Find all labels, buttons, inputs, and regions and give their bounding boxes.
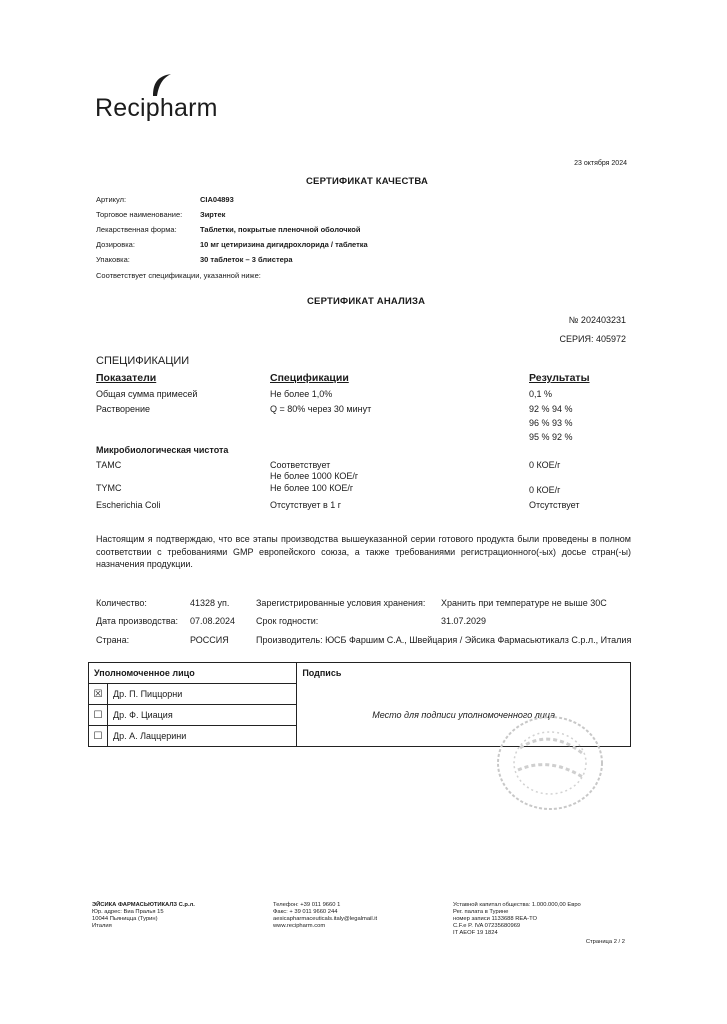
footer-country: Италия xyxy=(92,923,112,929)
checkbox-icon[interactable]: ☐ xyxy=(89,705,108,726)
field-label-package: Упаковка: xyxy=(96,255,130,264)
footer-company xyxy=(92,902,195,930)
field-value-article: CIA04893 xyxy=(200,195,234,204)
footer-aeo: IT AEOF 19 1824 xyxy=(453,930,498,936)
production-date-label: Дата производства: xyxy=(96,616,179,626)
conformity-note: Соответствует спецификации, указанной ниже: xyxy=(96,271,261,280)
storage-value: Хранить при температуре не выше 30С xyxy=(441,598,607,608)
country-label: Страна: xyxy=(96,635,130,645)
col-header-indicators: Показатели xyxy=(96,372,157,384)
field-value-package: 30 таблеток – 3 блистера xyxy=(200,255,293,264)
footer-contacts xyxy=(273,902,377,930)
micro-name-ecoli: Escherichia Coli xyxy=(96,500,161,510)
footer-rea: номер записи 1133688 REA-TO xyxy=(453,916,538,922)
result-dissolution-3: 95 % 92 % xyxy=(529,432,573,442)
storage-label: Зарегистрированные условия хранения: xyxy=(256,598,426,608)
footer-capital: Уставной капитал общества: 1.000.000,00 Евро xyxy=(453,902,581,908)
analysis-cert-title: СЕРТИФИКАТ АНАЛИЗА xyxy=(307,296,426,307)
header-authorized-person: Уполномоченное лицо xyxy=(89,663,297,684)
signature-placeholder: Место для подписи уполномоченного лица xyxy=(372,709,556,720)
spec-name-impurities: Общая сумма примесей xyxy=(96,389,198,399)
quantity-value: 41328 уп. xyxy=(190,598,230,608)
result-dissolution-1: 92 % 94 % xyxy=(529,404,573,414)
gmp-statement: Настоящим я подтверждаю, что все этапы производства вышеуказанной серии готового продукта были проведены в полном соответствии с требованиями GMP европейского союза, а также требованиями регистрационного(-ых) досье стран(-ы) назначения продукции. xyxy=(96,534,631,569)
checkbox-checked-icon[interactable]: ☒ xyxy=(89,684,108,705)
field-label-form: Лекарственная форма: xyxy=(96,225,177,234)
checkbox-icon[interactable]: ☐ xyxy=(89,726,108,747)
person-name-2: Др. Ф. Циация xyxy=(108,705,297,726)
header-signature: Подпись xyxy=(297,663,631,684)
footer-address: Юр. адрес: Виа Пралья 15 xyxy=(92,909,164,915)
analysis-cert-number: № 202403231 xyxy=(568,315,626,325)
field-label-trade-name: Торговое наименование: xyxy=(96,210,183,219)
specs-title: СПЕЦИФИКАЦИИ xyxy=(96,355,190,367)
expiry-label: Срок годности: xyxy=(256,616,319,626)
person-name-3: Др. А. Лаццерини xyxy=(108,726,297,747)
spec-value-dissolution: Q = 80% через 30 минут xyxy=(270,404,372,414)
micro-name-tamc: ТАМС xyxy=(96,460,122,470)
result-dissolution-2: 96 % 93 % xyxy=(529,418,573,428)
micro-result-tymc: 0 КОЕ/г xyxy=(529,485,561,495)
person-name-1: Др. П. Пиццорни xyxy=(108,684,297,705)
stamp-icon xyxy=(490,708,610,818)
page-number: Страница 2 / 2 xyxy=(585,939,625,945)
footer-fax: Факс: + 39 011 9660 244 xyxy=(273,909,338,915)
footer-registration xyxy=(453,902,581,937)
footer-company-name: ЭЙСИКА ФАРМАСЬЮТИКАЛЗ С.р.л. xyxy=(92,902,195,908)
micro-result-ecoli: Отсутствует xyxy=(529,500,580,510)
field-value-dosage: 10 мг цетиризина дигидрохлорида / таблетка xyxy=(200,240,368,249)
spec-name-dissolution: Растворение xyxy=(96,404,151,414)
manufacturer: Производитель: ЮСБ Фаршим С.А., Швейцария / Эйсика Фармасьютикалз С.р.л., Италия xyxy=(256,635,632,645)
quantity-label: Количество: xyxy=(96,598,147,608)
footer-chamber: Рег. палата в Турине xyxy=(453,909,509,915)
micro-spec-ecoli: Отсутствует в 1 г xyxy=(270,500,342,510)
micro-spec-tamc-2: Не более 1000 КОЕ/г xyxy=(270,471,359,481)
micro-spec-tymc: Не более 100 КОЕ/г xyxy=(270,483,354,493)
company-logo: Recipharm xyxy=(95,94,218,122)
country-value: РОССИЯ xyxy=(190,635,229,645)
footer-email[interactable]: aesicapharmaceuticals.italy@legalmail.it xyxy=(273,916,378,922)
col-header-specs: Спецификации xyxy=(270,372,349,384)
col-header-results: Результаты xyxy=(529,372,590,384)
batch-series: СЕРИЯ: 405972 xyxy=(559,334,626,344)
field-label-article: Артикул: xyxy=(96,195,127,204)
footer-phone: Телефон: +39 011 9660 1 xyxy=(273,902,341,908)
document-date: 23 октября 2024 xyxy=(574,160,627,167)
field-value-trade-name: Зиртек xyxy=(200,210,226,219)
footer-vat: C.F.e P. IVA 07235680969 xyxy=(453,923,521,929)
field-value-form: Таблетки, покрытые пленочной оболочкой xyxy=(200,225,361,234)
expiry-value: 31.07.2029 xyxy=(441,616,487,626)
quality-cert-title: СЕРТИФИКАТ КАЧЕСТВА xyxy=(306,176,429,187)
micro-result-tamc: 0 КОЕ/г xyxy=(529,460,561,470)
result-impurities: 0,1 % xyxy=(529,389,553,399)
footer-website[interactable]: www.recipharm.com xyxy=(273,923,326,929)
production-date-value: 07.08.2024 xyxy=(190,616,236,626)
footer-city: 10044 Пьяницца (Турин) xyxy=(92,916,158,922)
micro-name-tymc: TYMC xyxy=(96,483,122,493)
spec-value-impurities: Не более 1,0% xyxy=(270,389,333,399)
micro-spec-tamc-1: Соответствует xyxy=(270,460,331,470)
field-label-dosage: Дозировка: xyxy=(96,240,135,249)
micro-purity-title: Микробиологическая чистота xyxy=(96,445,229,455)
